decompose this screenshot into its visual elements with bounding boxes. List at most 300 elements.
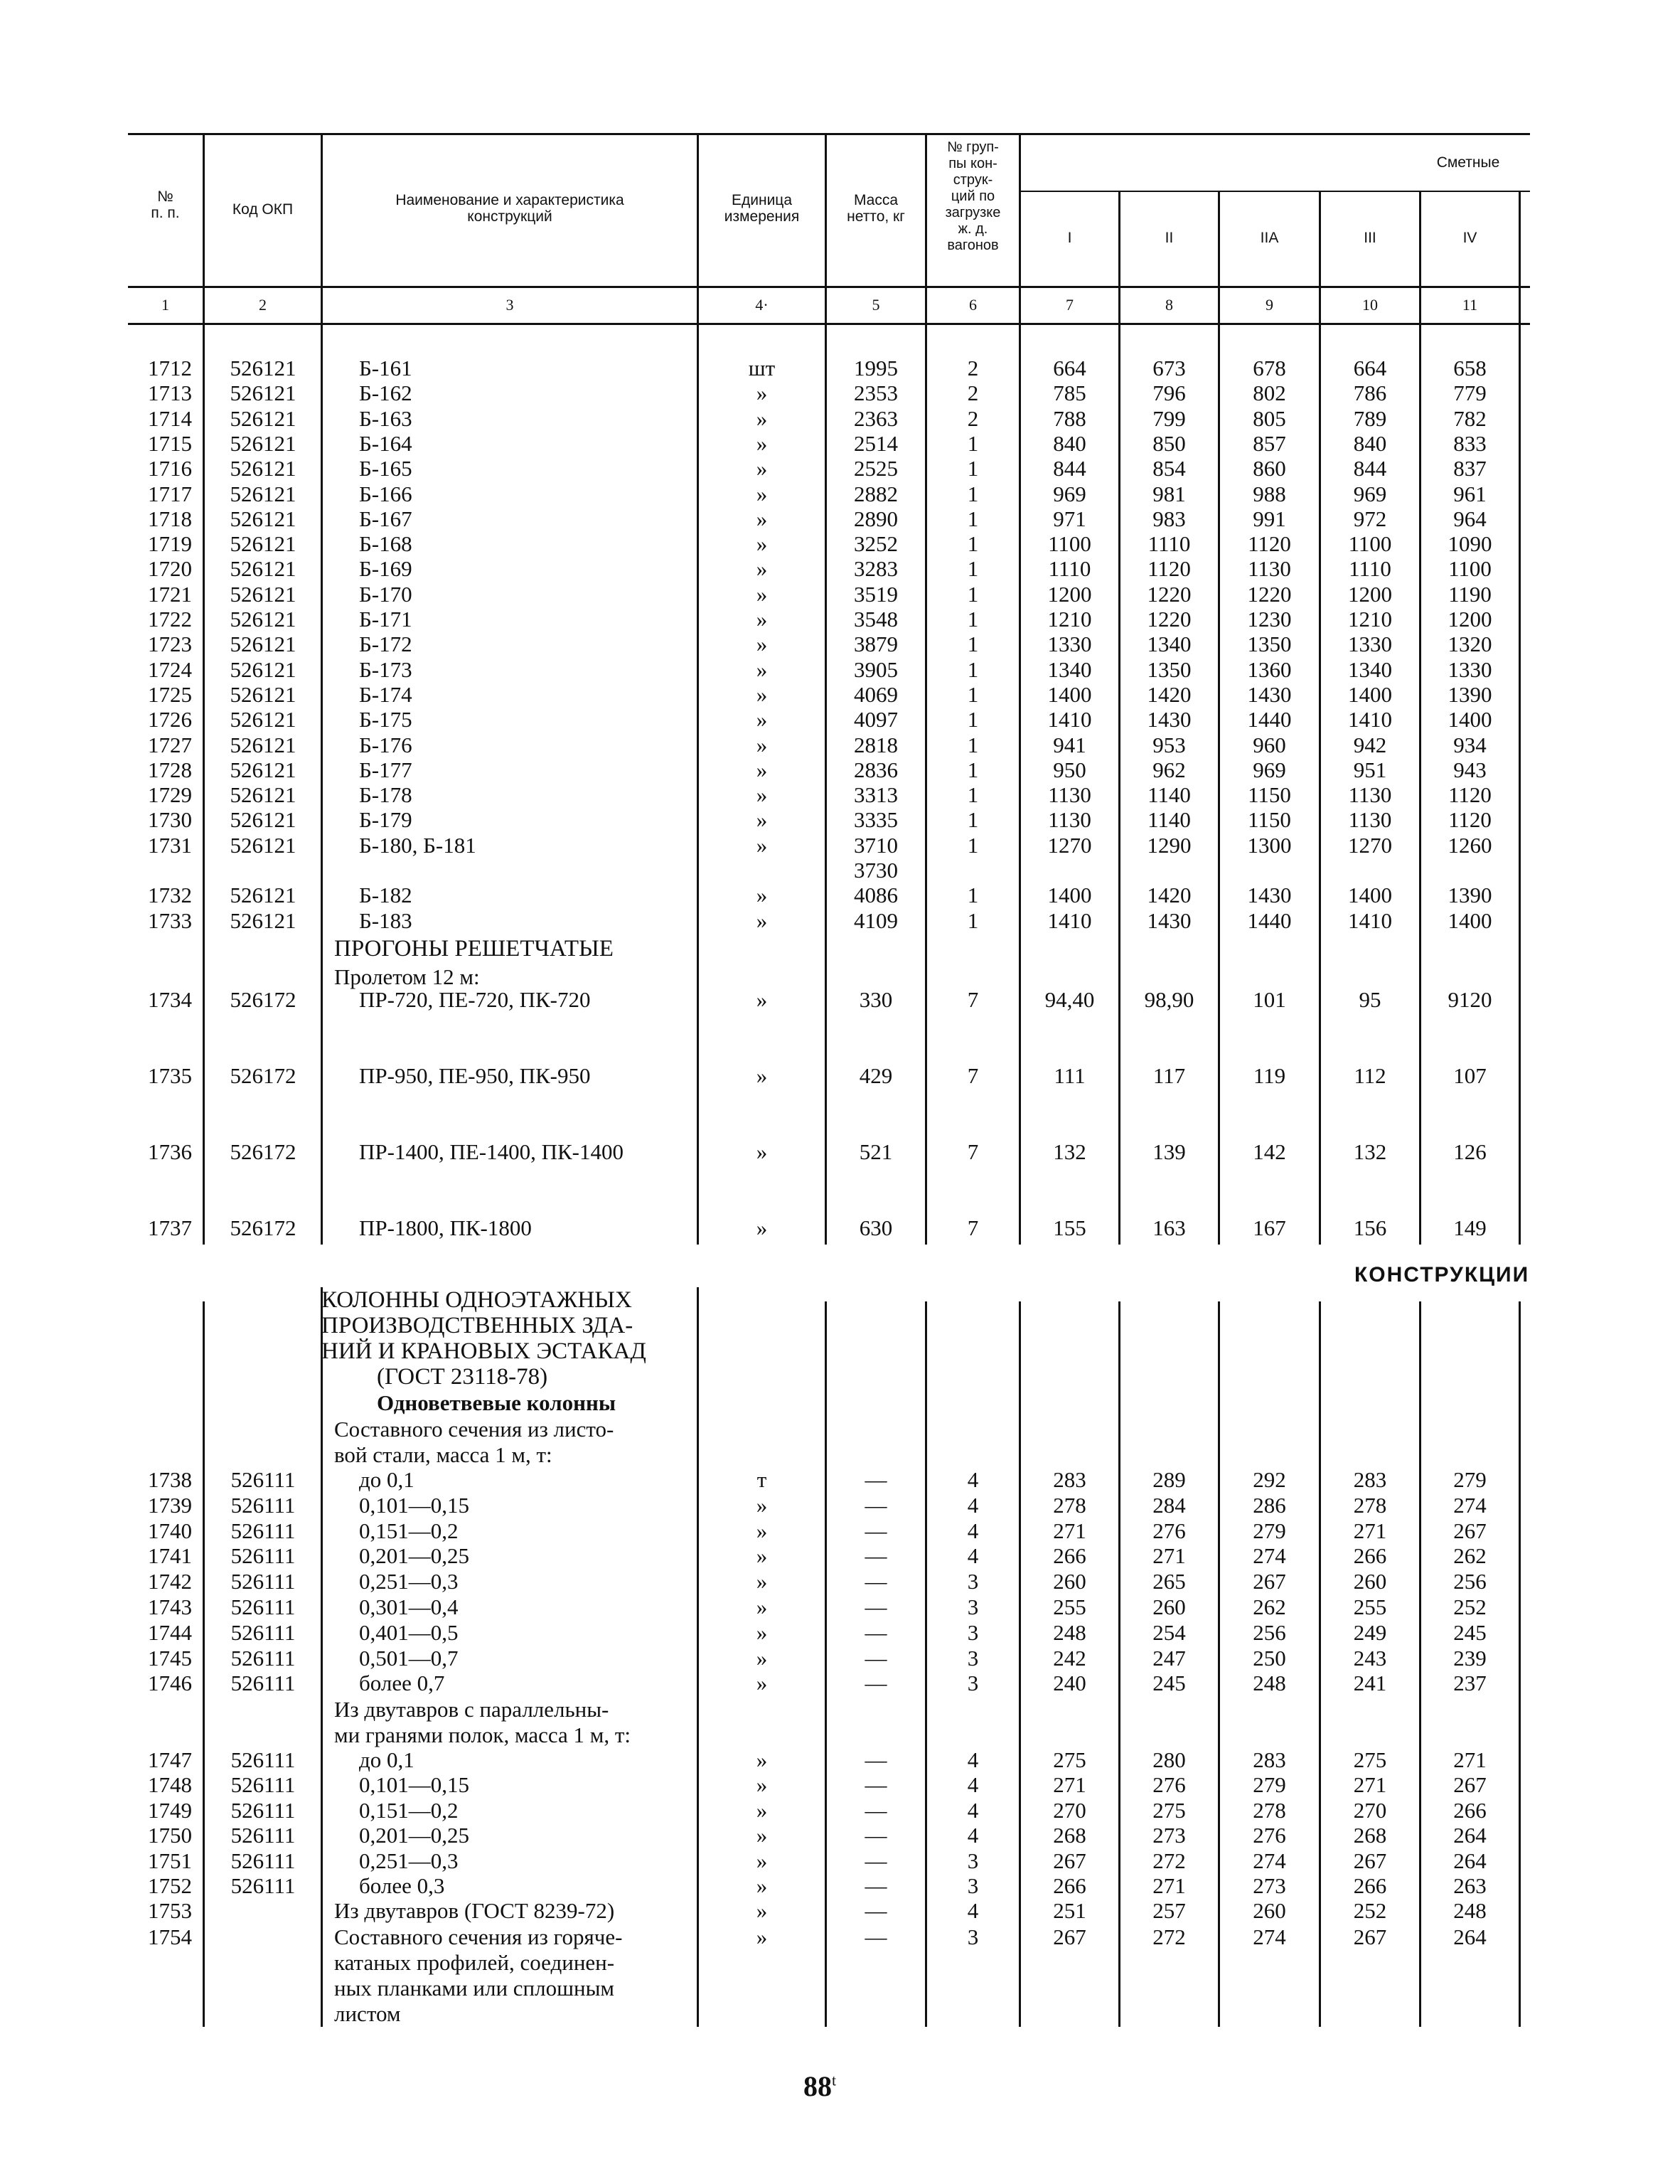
row-number: 1728: [148, 757, 192, 782]
row-name: 0,251—0,3: [359, 1848, 459, 1873]
table-row: [0, 406, 1680, 431]
row-unit: »: [756, 987, 768, 1012]
price-5: 256: [1453, 1569, 1487, 1594]
row-group: 3: [967, 1594, 979, 1619]
price-4: 1100: [1348, 531, 1392, 557]
table-row: [0, 987, 1680, 1063]
price-1: 132: [1053, 1139, 1086, 1164]
row-name: Б-172: [359, 632, 412, 657]
row-name: 0,301—0,4: [359, 1594, 459, 1619]
price-1: 111: [1054, 1063, 1086, 1088]
row-name: до 0,1: [359, 1747, 414, 1772]
row-number: 1723: [148, 632, 192, 657]
row-mass: 3879: [854, 632, 898, 657]
row-okp: 526121: [230, 732, 296, 757]
row-name: Б-175: [359, 707, 412, 733]
price-2: 1290: [1147, 832, 1192, 858]
price-3: 1300: [1247, 832, 1292, 858]
price-1: 255: [1053, 1594, 1086, 1619]
colnum-9: 9: [1266, 296, 1273, 314]
row-mass: —: [865, 1873, 887, 1898]
row-mass: —: [865, 1543, 887, 1569]
colnum-2: 2: [259, 296, 267, 314]
price-1: 260: [1053, 1569, 1086, 1594]
row-number: 1731: [148, 832, 192, 858]
row-mass: 2353: [854, 380, 898, 406]
price-4: 1210: [1348, 607, 1392, 632]
row-number: 1739: [148, 1492, 192, 1518]
price-1: 664: [1053, 356, 1086, 380]
row-number: 1734: [148, 987, 192, 1012]
row-number: 1732: [148, 883, 192, 907]
row-number: 1749: [148, 1797, 192, 1823]
price-1: 240: [1053, 1671, 1086, 1696]
row-group: 3: [967, 1671, 979, 1696]
price-2: 799: [1152, 405, 1186, 431]
row-okp: 526111: [230, 1619, 296, 1645]
row-number: 1745: [148, 1645, 192, 1671]
section-title-kolonny-line1: КОЛОННЫ ОДНОЭТАЖНЫХ: [321, 1287, 632, 1313]
row-unit: »: [756, 1543, 768, 1569]
row-name: ПР-1800, ПК-1800: [359, 1215, 532, 1240]
row-number: 1712: [148, 356, 192, 380]
price-2: 271: [1152, 1543, 1186, 1569]
row-name: Б-164: [359, 430, 412, 456]
row-unit: »: [756, 883, 768, 907]
price-4: 267: [1353, 1848, 1387, 1873]
price-1: 266: [1053, 1543, 1086, 1569]
row-okp: 526121: [230, 782, 296, 808]
price-4: 1200: [1348, 581, 1392, 607]
price-4: 267: [1353, 1924, 1387, 1949]
price-1: 1100: [1048, 531, 1091, 557]
price-5: 263: [1453, 1873, 1487, 1898]
row-number: 1736: [148, 1139, 192, 1164]
row-number: 1714: [148, 405, 192, 431]
row-okp: 526111: [230, 1645, 296, 1671]
row-unit: »: [756, 531, 768, 557]
row-mass: 429: [859, 1063, 893, 1088]
row-name: Б-167: [359, 506, 412, 531]
price-2: 1430: [1147, 707, 1192, 733]
row-okp: 526111: [230, 1518, 296, 1543]
price-4: 249: [1353, 1619, 1387, 1645]
row-group: 1: [967, 531, 979, 557]
table-row: [0, 807, 1680, 832]
row-group: 1: [967, 556, 979, 582]
row-okp: 526172: [230, 987, 296, 1012]
price-1: 788: [1053, 405, 1086, 431]
row-group: 7: [967, 1063, 979, 1088]
header-price-group: Сметные: [1436, 154, 1500, 171]
row-name: Б-174: [359, 681, 412, 707]
price-1: 1340: [1047, 656, 1092, 682]
row-group: 3: [967, 1569, 979, 1594]
row-number: 1748: [148, 1772, 192, 1798]
price-1: 1210: [1047, 607, 1092, 632]
price-4: 789: [1353, 405, 1387, 431]
price-5: 1390: [1448, 883, 1492, 907]
row-unit: »: [756, 1747, 768, 1772]
price-4: 243: [1353, 1645, 1387, 1671]
colnum-7: 7: [1066, 296, 1074, 314]
table-row: [0, 1139, 1680, 1215]
row-group: 3: [967, 1848, 979, 1873]
row-number: 1718: [148, 506, 192, 531]
price-1: 94,40: [1044, 987, 1095, 1012]
price-1: 283: [1053, 1467, 1086, 1492]
row-okp: 526121: [230, 430, 296, 456]
row-name: 0,251—0,3: [359, 1569, 459, 1594]
price-4: 1110: [1349, 556, 1391, 582]
price-5: 1400: [1448, 707, 1492, 733]
price-4: 1270: [1348, 832, 1392, 858]
row-name: 0,201—0,25: [359, 1823, 469, 1848]
row-okp: 526121: [230, 632, 296, 657]
table-row: [0, 556, 1680, 581]
table-row: [0, 1772, 1680, 1797]
price-1: 969: [1053, 481, 1086, 506]
price-5: 266: [1453, 1797, 1487, 1823]
price-3: 279: [1253, 1518, 1286, 1543]
table-row: [0, 908, 1680, 934]
row-name: более 0,3: [359, 1873, 445, 1898]
price-2: 260: [1152, 1594, 1186, 1619]
row-group: 1: [967, 456, 979, 481]
row-group: 1: [967, 832, 979, 858]
table-row: [0, 1063, 1680, 1139]
row-unit: »: [756, 1645, 768, 1671]
row-okp: 526121: [230, 356, 296, 380]
price-3: 1440: [1247, 707, 1292, 733]
row-name: Б-183: [359, 908, 412, 933]
price-3: 267: [1253, 1569, 1286, 1594]
price-2: 850: [1152, 430, 1186, 456]
price-1: 155: [1053, 1215, 1086, 1240]
row-name: Б-178: [359, 782, 412, 808]
group2-line2: ми гранями полок, масса 1 м, т:: [334, 1722, 631, 1747]
price-1: 785: [1053, 380, 1086, 406]
price-1: 278: [1053, 1492, 1086, 1518]
row-okp: 526172: [230, 1215, 296, 1240]
row-unit: »: [756, 1772, 768, 1798]
price-3: 167: [1253, 1215, 1286, 1240]
row-group: 1: [967, 581, 979, 607]
price-5: 964: [1453, 506, 1487, 531]
price-3: 1120: [1248, 531, 1291, 557]
price-2: 257: [1152, 1898, 1186, 1923]
price-3: 805: [1253, 405, 1286, 431]
price-2: 983: [1152, 506, 1186, 531]
row-number: 1729: [148, 782, 192, 808]
row-number: 1737: [148, 1215, 192, 1240]
row-group: 4: [967, 1898, 979, 1923]
price-3: 283: [1253, 1747, 1286, 1772]
row-okp: 526121: [230, 707, 296, 733]
row-mass: —: [865, 1467, 887, 1492]
row-name: Б-173: [359, 656, 412, 682]
table-row: [0, 707, 1680, 732]
price-5: 1190: [1448, 581, 1492, 607]
table-row: [0, 782, 1680, 807]
price-5: 658: [1453, 356, 1487, 380]
row-mass: —: [865, 1924, 887, 1949]
row-unit: шт: [748, 356, 776, 380]
price-4: 1400: [1348, 681, 1392, 707]
row-group: 4: [967, 1492, 979, 1518]
row-mass: 4097: [854, 707, 898, 733]
row-group: 1: [967, 607, 979, 632]
price-4: 132: [1353, 1139, 1387, 1164]
price-3: 260: [1253, 1898, 1286, 1923]
row-group: 1: [967, 656, 979, 682]
row-number: 1753: [148, 1898, 192, 1923]
row-number: 1720: [148, 556, 192, 582]
price-5: 9120: [1448, 987, 1492, 1012]
row-okp: 526121: [230, 607, 296, 632]
row-name: Б-168: [359, 531, 412, 557]
row-number: 1735: [148, 1063, 192, 1088]
colnum-5: 5: [872, 296, 880, 314]
row-number: 1721: [148, 581, 192, 607]
price-1: 242: [1053, 1645, 1086, 1671]
price-3: 857: [1253, 430, 1286, 456]
price-1: 1130: [1048, 782, 1091, 808]
table-row: [0, 582, 1680, 607]
table-top-rule: [128, 133, 1530, 135]
price-1: 840: [1053, 430, 1086, 456]
row-unit: »: [756, 506, 768, 531]
row-unit: »: [756, 632, 768, 657]
row-number: 1744: [148, 1619, 192, 1645]
row-number: 1741: [148, 1543, 192, 1569]
row-name: 0,201—0,25: [359, 1543, 469, 1569]
row-mass: —: [865, 1772, 887, 1798]
price-1: 271: [1053, 1518, 1086, 1543]
price-1: 1130: [1048, 807, 1091, 833]
row-number: 1716: [148, 456, 192, 481]
row-number: 1750: [148, 1823, 192, 1848]
price-4: 1130: [1348, 782, 1392, 808]
price-2: 247: [1152, 1645, 1186, 1671]
table-row: [0, 1646, 1680, 1671]
price-3: 860: [1253, 456, 1286, 481]
price-3: 101: [1253, 987, 1286, 1012]
row-unit: »: [756, 782, 768, 808]
row-name: Б-177: [359, 757, 412, 782]
price-5: 943: [1453, 757, 1487, 782]
row-unit: »: [756, 581, 768, 607]
row-unit: »: [756, 430, 768, 456]
price-4: 840: [1353, 430, 1387, 456]
price-1: 1400: [1047, 883, 1092, 907]
row-unit: »: [756, 1797, 768, 1823]
row-name: до 0,1: [359, 1467, 414, 1492]
price-4: 271: [1353, 1518, 1387, 1543]
row-unit: »: [756, 908, 768, 933]
price-5: 1100: [1448, 556, 1492, 582]
table-row: [0, 1493, 1680, 1518]
price-4: 951: [1353, 757, 1387, 782]
row-unit: »: [756, 1898, 768, 1923]
colnum-6: 6: [969, 296, 977, 314]
row-number: 1738: [148, 1467, 192, 1492]
price-1: 267: [1053, 1924, 1086, 1949]
row-mass: 3252: [854, 531, 898, 557]
row-name: Б-166: [359, 481, 412, 506]
price-5: 267: [1453, 1518, 1487, 1543]
section-title-kolonny-line3: НИЙ И КРАНОВЫХ ЭСТАКАД: [321, 1338, 646, 1364]
price-5: 934: [1453, 732, 1487, 757]
price-4: 1130: [1348, 807, 1392, 833]
row-name: 0,101—0,15: [359, 1772, 469, 1798]
row-mass: 3335: [854, 807, 898, 833]
section-title-kolonny-line4: (ГОСТ 23118-78): [377, 1364, 548, 1390]
price-1: 1410: [1047, 908, 1092, 933]
section-subtitle-kolonny: Одноветвевые колонны: [377, 1390, 616, 1415]
price-2: 254: [1152, 1619, 1186, 1645]
price-3: 278: [1253, 1797, 1286, 1823]
row-group: 7: [967, 987, 979, 1012]
row-group: 4: [967, 1518, 979, 1543]
row-group: 1: [967, 481, 979, 506]
row-okp: 526111: [230, 1467, 296, 1492]
price-1: 271: [1053, 1772, 1086, 1798]
row-unit: »: [756, 1518, 768, 1543]
price-2: 280: [1152, 1747, 1186, 1772]
row-mass: 3313: [854, 782, 898, 808]
row-mass: —: [865, 1518, 887, 1543]
row-group: 2: [967, 380, 979, 406]
mass-1731-second: 3730: [854, 858, 898, 883]
table-row: [0, 1594, 1680, 1620]
row-number: 1733: [148, 908, 192, 933]
row-unit: »: [756, 681, 768, 707]
row-okp: 526121: [230, 380, 296, 406]
price-3: 1130: [1248, 556, 1291, 582]
row-group: 1: [967, 782, 979, 808]
header-col-no: № п. п.: [151, 188, 180, 221]
price-4: 972: [1353, 506, 1387, 531]
price-3: 1220: [1247, 581, 1292, 607]
table-row: [0, 481, 1680, 506]
row-name-line4: листом: [334, 2001, 401, 2026]
price-4: 664: [1353, 356, 1387, 380]
price-subheader-rule: [1021, 191, 1530, 192]
price-3: 960: [1253, 732, 1286, 757]
table-row: [0, 1747, 1680, 1772]
row-okp: 526111: [230, 1772, 296, 1798]
row-name: Б-163: [359, 405, 412, 431]
price-5: 837: [1453, 456, 1487, 481]
row-unit: »: [756, 832, 768, 858]
row-name: Б-161: [359, 356, 412, 380]
price-5: 782: [1453, 405, 1487, 431]
row-unit: »: [756, 1063, 768, 1088]
row-mass: 2818: [854, 732, 898, 757]
row-group: 1: [967, 681, 979, 707]
row-group: 4: [967, 1543, 979, 1569]
row-okp: 526111: [230, 1747, 296, 1772]
section-subtitle-progony: Пролетом 12 м:: [334, 964, 480, 989]
price-3: 292: [1253, 1467, 1286, 1492]
price-3: 1430: [1247, 681, 1292, 707]
price-5: 279: [1453, 1467, 1487, 1492]
row-number: 1747: [148, 1747, 192, 1772]
row-mass: 1995: [854, 356, 898, 380]
row-name: Б-170: [359, 581, 412, 607]
price-2: 962: [1152, 757, 1186, 782]
price-4: 1400: [1348, 883, 1392, 907]
table-row: [0, 1543, 1680, 1569]
row-mass: 2882: [854, 481, 898, 506]
row-name: ПР-1400, ПЕ-1400, ПК-1400: [359, 1139, 624, 1164]
price-1: 1110: [1048, 556, 1091, 582]
page-number-value: 88: [803, 2070, 832, 2102]
price-5: 1120: [1448, 807, 1492, 833]
row-name-line2: катаных профилей, соединен-: [334, 1950, 615, 1975]
price-2: 796: [1152, 380, 1186, 406]
price-2: 981: [1152, 481, 1186, 506]
row-unit: »: [756, 656, 768, 682]
price-4: 1410: [1348, 707, 1392, 733]
row-number: 1722: [148, 607, 192, 632]
row-number: 1751: [148, 1848, 192, 1873]
row-group: 1: [967, 908, 979, 933]
row-unit: »: [756, 1873, 768, 1898]
price-5: 961: [1453, 481, 1487, 506]
row-mass: 521: [859, 1139, 893, 1164]
row-name: 0,151—0,2: [359, 1518, 459, 1543]
price-3: 678: [1253, 356, 1286, 380]
row-mass: —: [865, 1569, 887, 1594]
row-mass: —: [865, 1594, 887, 1619]
header-col-mass: Масса нетто, кг: [847, 192, 905, 225]
colnum-1: 1: [161, 296, 169, 314]
price-3: 256: [1253, 1619, 1286, 1645]
price-2: 1110: [1147, 531, 1191, 557]
price-3: 991: [1253, 506, 1286, 531]
price-2: 98,90: [1144, 987, 1194, 1012]
price-4: 283: [1353, 1467, 1387, 1492]
price-4: 271: [1353, 1772, 1387, 1798]
row-number: 1726: [148, 707, 192, 733]
price-2: 272: [1152, 1848, 1186, 1873]
price-1: 971: [1053, 506, 1086, 531]
row-mass: —: [865, 1898, 887, 1923]
price-3: 1430: [1247, 883, 1292, 907]
row-mass: 2525: [854, 456, 898, 481]
group2-line1: Из двутавров с параллельны-: [334, 1697, 609, 1722]
table-row: [0, 657, 1680, 682]
table-row: [0, 733, 1680, 757]
price-4: 1410: [1348, 908, 1392, 933]
price-2: 289: [1152, 1467, 1186, 1492]
price-4: 1340: [1348, 656, 1392, 682]
price-2: 1420: [1147, 681, 1192, 707]
row-name-line1: Составного сечения из горяче-: [334, 1924, 623, 1949]
table-row: [0, 1569, 1680, 1594]
price-4: 95: [1359, 987, 1381, 1012]
row-okp: 526121: [230, 832, 296, 858]
price-5: 267: [1453, 1772, 1487, 1798]
row-okp: 526121: [230, 757, 296, 782]
price-4: 260: [1353, 1569, 1387, 1594]
row-name: 0,501—0,7: [359, 1645, 459, 1671]
table-row: [0, 431, 1680, 456]
row-group: 4: [967, 1797, 979, 1823]
header-price-col-5: IV: [1462, 230, 1477, 246]
